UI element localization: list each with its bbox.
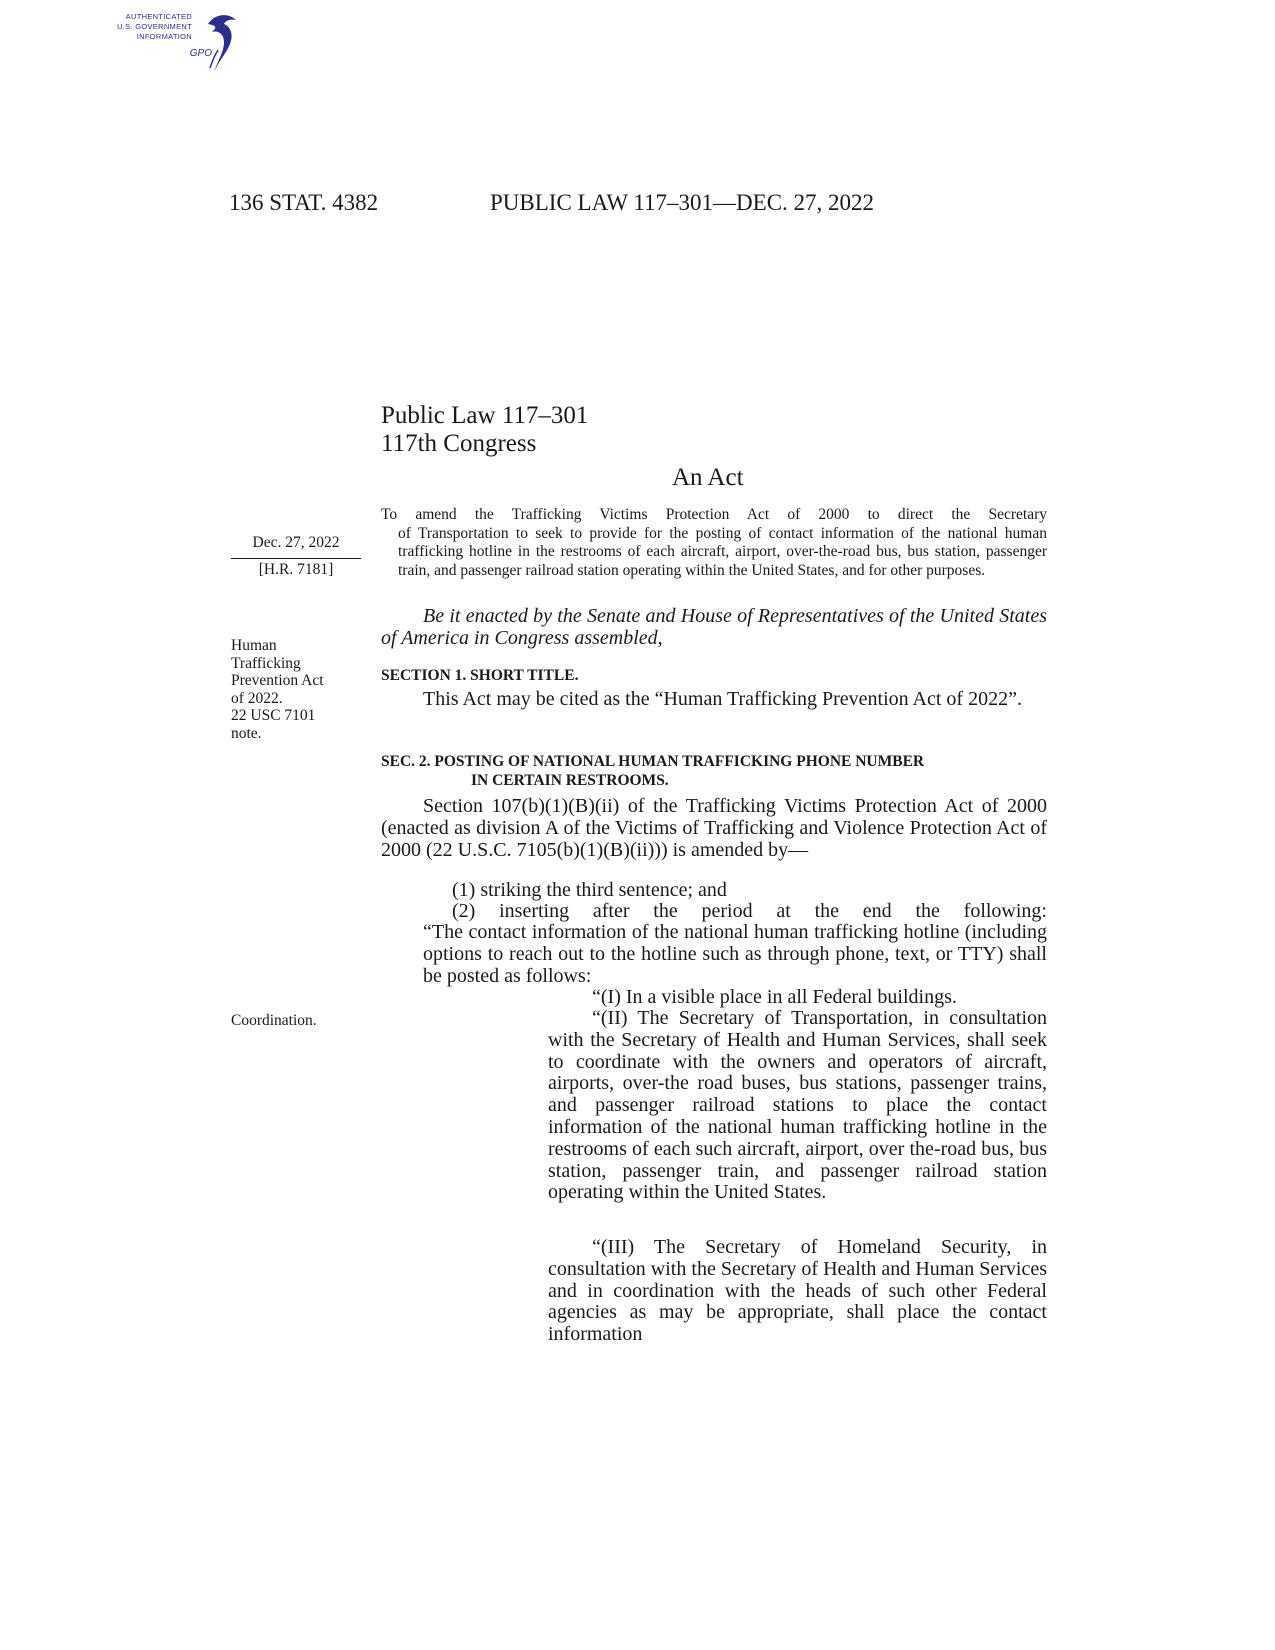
public-law-number: Public Law 117–301 <box>381 402 589 429</box>
seal-gpo-mark: GPO <box>189 48 212 59</box>
margin-short-title-note <box>231 637 324 743</box>
margin-note-line: Trafficking <box>231 654 301 672</box>
purpose-continuation: of Transportation to seek to provide for the posting of contact information of the national human trafficking hotline in the restrooms of each aircraft, airport, over-the-road bus, bus station, passenger train, and passenger railroad station operating within the United States, and for other purposes. <box>398 524 1047 579</box>
enacting-clause: Be it enacted by the Senate and House of Representatives of the United States of America in Congress assembled, <box>381 605 1047 649</box>
margin-rule <box>231 558 361 559</box>
seal-text-government: U.S. GOVERNMENT <box>117 22 192 31</box>
subclause-1: “(I) In a visible place in all Federal buildings. <box>592 986 957 1008</box>
page-stat-citation: 136 STAT. 4382 <box>229 190 379 215</box>
running-title: PUBLIC LAW 117–301—DEC. 27, 2022 <box>490 190 875 215</box>
margin-note-line: of 2022. <box>231 689 283 707</box>
congress-number: 117th Congress <box>381 430 537 457</box>
section-2-heading <box>381 752 1047 790</box>
section-2-heading-line2: IN CERTAIN RESTROOMS. <box>471 772 669 789</box>
gpo-seal <box>92 8 232 78</box>
an-act-heading: An Act <box>672 464 744 491</box>
section-2-intro: Section 107(b)(1)(B)(ii) of the Trafficking Victims Protection Act of 2000 (enacted as division A of the Victims of Trafficking and Violence Protection Act of 2000 (22 U.S.C. 7105(b)(1)(B)(ii))) is amended by— <box>381 795 1047 861</box>
margin-note-line: note. <box>231 724 262 742</box>
amendment-item-2-lead <box>452 901 1047 923</box>
purpose-first-line: To amend the Trafficking Victims Protection Act of 2000 to direct the Secretary <box>381 506 1047 523</box>
section-1-text: This Act may be cited as the “Human Trafficking Prevention Act of 2022”. <box>423 688 1022 710</box>
inserted-quote: “The contact information of the national human trafficking hotline (including options to reach out to the hotline such as through phone, text, or TTY) shall be posted as follows: <box>423 921 1047 987</box>
margin-bill-number: [H.R. 7181] <box>258 561 334 578</box>
amendment-item-1: (1) striking the third sentence; and <box>452 879 727 901</box>
subclause-3: “(III) The Secretary of Homeland Security, in consultation with the Secretary of Health and Human Services and in coordination with the heads of such other Federal agencies as may be appropriate, shall place the contact information <box>548 1236 1047 1346</box>
seal-text-information: INFORMATION <box>136 32 192 41</box>
amendment-item-2-text: (2) inserting after the period at the end the following: <box>452 900 1047 922</box>
margin-note-line: 22 USC 7101 <box>231 707 316 725</box>
long-title-purpose <box>381 506 1047 580</box>
section-1-heading: SECTION 1. SHORT TITLE. <box>381 667 579 684</box>
section-2-heading-line1: SEC. 2. POSTING OF NATIONAL HUMAN TRAFFICKING PHONE NUMBER <box>381 753 925 770</box>
margin-note-line: Prevention Act <box>231 672 324 690</box>
margin-date: Dec. 27, 2022 <box>252 534 340 551</box>
seal-text-authenticated: AUTHENTICATED <box>125 12 192 21</box>
eagle-icon <box>204 10 240 76</box>
margin-note-line: Human <box>231 637 277 654</box>
subclause-2: “(II) The Secretary of Transportation, in consultation with the Secretary of Health and Human Services, shall seek to coordinate with the owners and operators of aircraft, airports, over-the road buses, bus stations, passenger trains, and passenger railroad stations to place the contact information of the national human trafficking hotline in the restrooms of each such aircraft, airport, over the-road bus, bus station, passenger train, and passenger railroad station operating within the United States. <box>548 1007 1047 1204</box>
margin-coordination-note: Coordination. <box>231 1012 317 1029</box>
